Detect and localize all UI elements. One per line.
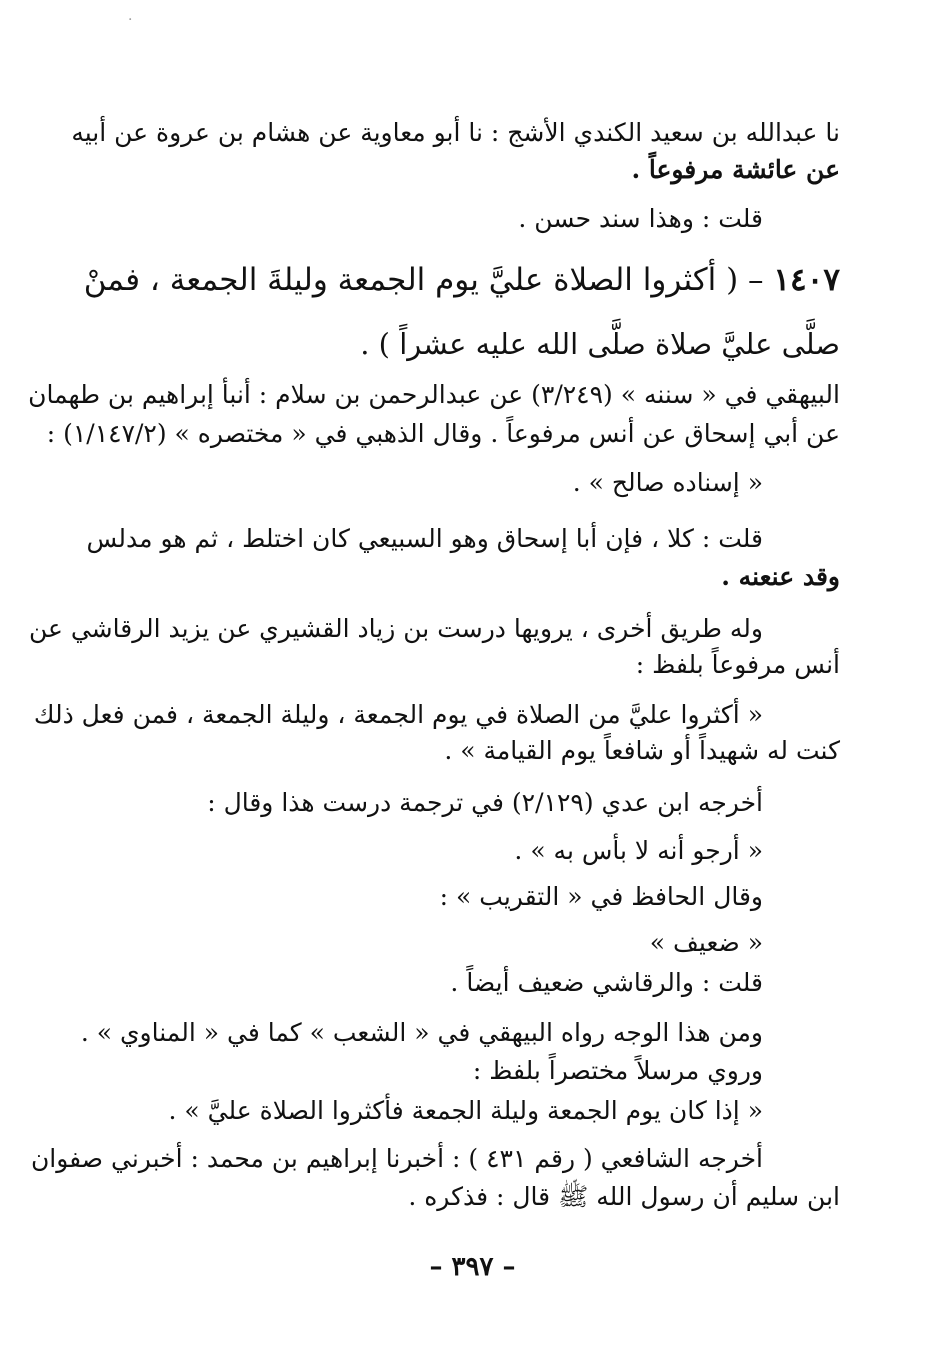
hadith-open: ( أكثروا — [642, 262, 739, 298]
text-line: « إسناده صالح » . — [572, 468, 763, 497]
hadith-text: الصلاة عليَّ يوم الجمعة وليلةَ الجمعة ، فمنْ — [83, 262, 633, 298]
hadith-heading — [83, 258, 840, 302]
text-line: عن عائشة مرفوعاً . — [631, 155, 840, 184]
hadith-number: ١٤٠٧ — [773, 262, 840, 298]
text-line: ابن سليم أن رسول الله ﷺ قال : فذكره . — [408, 1182, 840, 1211]
text-line: أخرجه الشافعي ( رقم ٤٣١ ) : أخبرنا إبراهيم بن محمد : أخبرني صفوان — [30, 1144, 763, 1173]
top-mark: · — [128, 12, 133, 28]
text-line: وقد عنعنه . — [721, 562, 840, 591]
text-line: قلت : وهذا سند حسن . — [518, 204, 763, 233]
text-line: قلت : كلا ، فإن أبا إسحاق وهو السبيعي كان اختلط ، ثم هو مدلس — [86, 524, 763, 553]
text-line: وله طريق أخرى ، يرويها درست بن زياد القشيري عن يزيد الرقاشي عن — [28, 614, 763, 643]
text-line: وقال الحافظ في « التقريب » : — [439, 882, 763, 911]
text-line: أنس مرفوعاً بلفظ : — [635, 650, 840, 679]
text-line: « ضعيف » — [649, 928, 763, 957]
text-line: « أرجو أنه لا بأس به » . — [514, 836, 763, 865]
hadith-text-continued: صلَّى عليَّ صلاة صلَّى الله عليه عشراً ) . — [360, 327, 840, 361]
text-line: قلت : والرقاشي ضعيف أيضاً . — [450, 968, 763, 997]
text-line: البيهقي في « سننه » (٣/٢٤٩) عن عبدالرحمن بن سلام : أنبأ إبراهيم بن طهمان — [28, 380, 840, 409]
text-line: نا عبدالله بن سعيد الكندي الأشج : نا أبو معاوية عن هشام بن عروة عن أبيه — [71, 118, 840, 147]
text-line: عن أبي إسحاق عن أنس مرفوعاً . وقال الذهبي في « مختصره » (١/١٤٧/٢) : — [46, 419, 840, 448]
page-number: – ٣٩٧ – — [429, 1252, 516, 1282]
text-line: كنت له شهيداً أو شافعاً يوم القيامة » . — [444, 736, 840, 765]
text-line: وروي مرسلاً مختصراً بلفظ : — [472, 1056, 763, 1085]
text-line: ومن هذا الوجه رواه البيهقي في « الشعب » كما في « المناوي » . — [80, 1018, 763, 1047]
text-line: أخرجه ابن عدي (٢/١٢٩) في ترجمة درست هذا وقال : — [207, 788, 763, 817]
text-line: « إذا كان يوم الجمعة وليلة الجمعة فأكثروا الصلاة عليَّ » . — [168, 1096, 763, 1125]
hadith-dash: – — [748, 262, 764, 298]
text-line: « أكثروا عليَّ من الصلاة في يوم الجمعة ، وليلة الجمعة ، فمن فعل ذلك — [33, 700, 763, 729]
